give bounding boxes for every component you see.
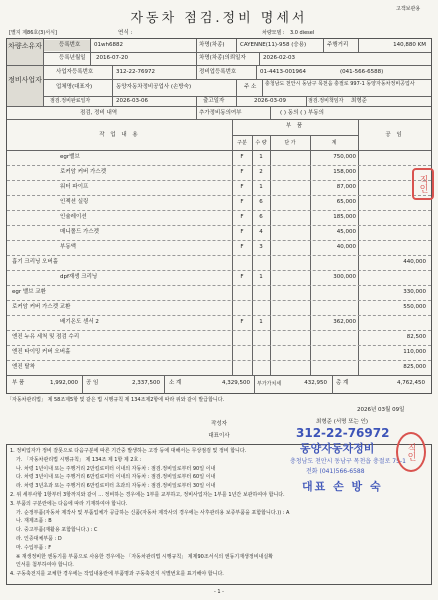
item-qty: 6 xyxy=(259,199,263,205)
note-line: 마. 수입부품 : F xyxy=(16,544,52,551)
stamp-name: 동양자동차정비 xyxy=(300,442,375,455)
engine-label: 차량모델 : xyxy=(262,30,285,36)
item-total: 300,000 xyxy=(333,274,356,280)
item-qty: 4 xyxy=(259,229,263,235)
model-label: 차명(차종) xyxy=(199,42,225,48)
request-date: 2026-02-03 xyxy=(263,55,295,61)
signature-label: 최형준 (서명 또는 인) xyxy=(316,419,369,425)
tech-name: 최형준 xyxy=(351,98,367,104)
grand-total: 4,762,450 xyxy=(397,380,425,386)
shop-reg-label: 정비업등록번호 xyxy=(199,69,237,75)
item-qty: 1 xyxy=(259,319,263,325)
biz-no-label: 사업자등록번호 xyxy=(56,69,94,75)
vat-label: 부가가치세 xyxy=(257,381,282,387)
item-labor: 82,500 xyxy=(406,334,426,340)
stamp-address: 충청남도 천안시 동남구 목천읍 충절로 75-1 xyxy=(290,458,406,465)
note-line: 라. 인증대체부품 : D xyxy=(16,536,62,542)
mileage: 140,880 KM xyxy=(393,42,426,48)
item-labor: 550,000 xyxy=(403,304,426,310)
document-title: 자동차 점검.정비 명세서 xyxy=(130,11,308,26)
note-line: 나. 재제조품 : B xyxy=(16,518,52,525)
item-total: 158,000 xyxy=(333,169,356,175)
note-line: 1. 정비업자가 정비 잘못으로 다음구분에 따른 기간중 발생하는 고장 등에 대해서는 무상점검 및 정비 합니다. xyxy=(10,448,247,454)
parts-total: 1,992,000 xyxy=(50,380,78,386)
complete-date-label: 점검.정비완료일자 xyxy=(50,98,91,104)
reg-date-label: 등록년월일 xyxy=(59,55,86,61)
note-line: 4. 구동축전지를 교체한 경우에는 작업내용란에 부품명과 구동축전지 식별번호를 표기해야 합니다. xyxy=(10,571,224,578)
row-divider xyxy=(7,345,431,346)
row-divider xyxy=(7,210,431,211)
item-labor: 440,000 xyxy=(403,259,426,265)
item-name: 엔진 누유 세척 및 점검 수리 xyxy=(12,334,80,340)
shop-phone: (041-566-6588) xyxy=(340,69,384,75)
note-line: ※ 재생정비한 엔동기를 부품으로 사용한 경우에는 「자동차관리법 시행규칙」 제제90조서식의 엔동기재생정비내실확 xyxy=(16,553,274,560)
item-total: 750,000 xyxy=(333,154,356,160)
item-name: 인슐레이션 xyxy=(60,214,87,220)
model: CAYENNE(11)-958 (승용) xyxy=(240,42,307,48)
note-line: 인서를 첨부하여야 합니다. xyxy=(16,562,74,569)
seal-stamp-lower: 직인 xyxy=(396,432,426,472)
item-kind: F xyxy=(240,214,244,220)
reg-no: 01wh6882 xyxy=(94,42,123,48)
stamp-phone: 전화 (041)566-6588 xyxy=(306,468,365,475)
subcol-price: 단 가 xyxy=(284,140,296,146)
row-divider xyxy=(7,330,431,331)
work-row-mid: 추가정비동의여부 xyxy=(199,110,242,116)
shop-reg: 01-4413-001964 xyxy=(260,69,306,75)
item-labor: 825,000 xyxy=(403,364,426,370)
reg-date: 2016-07-20 xyxy=(96,55,128,61)
item-qty: 3 xyxy=(259,244,263,250)
item-name: egr 밸브 교환 xyxy=(12,289,46,295)
col-work: 작 업 내 용 xyxy=(99,132,140,138)
row-divider xyxy=(7,240,431,241)
item-total: 40,000 xyxy=(336,244,356,250)
reg-no-label: 등록번호 xyxy=(59,42,81,48)
item-name: 엔진 탈착 xyxy=(12,364,36,370)
row-divider xyxy=(7,300,431,301)
address-label: 주 소 xyxy=(244,84,257,90)
item-qty: 1 xyxy=(259,184,263,190)
item-name: 로커암 커버 가스켓 xyxy=(60,169,107,175)
note-line: 가. 순정부품(자동차 제작사 및 부품업체가 공급하는 신품(자동차 제작사의 경우에는 사후관리용 보증부품을 포함합니다.)) : A xyxy=(16,509,290,516)
serial-label: 연식 : xyxy=(118,30,133,36)
item-name: 흡기 크리닝 오버홀 xyxy=(12,259,59,265)
complete-date: 2026-03-06 xyxy=(116,98,148,104)
shop-name-label: 업체명(대표자) xyxy=(56,84,93,90)
parts-total-label: 부 품 xyxy=(12,380,25,386)
item-name: 매니폴드 가스켓 xyxy=(60,229,99,235)
out-date-label: 출고일자 xyxy=(203,98,225,104)
item-kind: F xyxy=(240,169,244,175)
subtotal-label: 소 계 xyxy=(169,380,182,386)
seal-stamp-upper: 직인 xyxy=(412,168,434,200)
page-number: - 1 - xyxy=(214,589,224,595)
note-line: 2. 위 세부사항 1항부터 3항까지와 같이 ... 정비하는 경우에는 1부를 교부하고, 정비사업자는 1부를 1년간 보관하여야 합니다. xyxy=(10,492,285,498)
row-divider xyxy=(7,195,431,196)
consent-options: ( ) 동의 ( ) 부동의 xyxy=(280,110,324,116)
labor-total: 2,337,500 xyxy=(132,380,160,386)
corner-note: 고객보관용 xyxy=(396,6,421,12)
note-line: 라. 차령 3년초과 또는 주행거리 6만킬로미터 초과의 자동차 : 점검.정비일로부터 30일 이내 xyxy=(16,483,216,490)
subcol-total: 계 xyxy=(331,140,337,146)
note-line: 3. 부품의 구분란에는 다음에 따라 기재하여야 합니다. xyxy=(10,500,128,507)
row-divider xyxy=(7,165,431,166)
note-line: 나. 차령 1년이내 또는 주행거리 2만킬로미터 이내의 자동차 : 점검.정비일로부터 90일 이내 xyxy=(16,465,216,472)
grand-total-label: 총 계 xyxy=(336,380,349,386)
stamp-owner: 대표 손 방 숙 xyxy=(302,480,383,493)
owner-section-label: 차량소유자 xyxy=(8,42,42,50)
labor-total-label: 공 임 xyxy=(86,380,99,386)
issue-date: 2026년 03월 09일 xyxy=(357,407,405,413)
mileage-label: 주행거리 xyxy=(327,42,349,48)
row-divider xyxy=(7,180,431,181)
item-name: 인젝션 실링 xyxy=(60,199,89,205)
note-line: 다. 중고부품(재활용 포함합니다.) : C xyxy=(16,527,98,534)
request-date-label: 차명(차종)의뢰일자 xyxy=(199,55,246,61)
stamp-biz-no: 312-22-76972 xyxy=(296,426,390,440)
tech-label: 점검.정비책임자 xyxy=(308,98,344,104)
item-total: 87,000 xyxy=(336,184,356,190)
col-parts: 부 품 xyxy=(285,123,305,129)
item-kind: F xyxy=(240,229,244,235)
item-qty: 6 xyxy=(259,214,263,220)
item-name: 부동액 xyxy=(60,244,76,250)
author-label: 작성자 xyxy=(211,421,227,427)
item-kind: F xyxy=(240,184,244,190)
subtotal: 4,329,500 xyxy=(222,380,250,386)
item-kind: F xyxy=(240,154,244,160)
shop-name: 동양자동차정비공업사 (손방숙) xyxy=(116,84,192,90)
item-total: 45,000 xyxy=(336,229,356,235)
item-name: egr밸브 xyxy=(60,154,80,160)
item-qty: 1 xyxy=(259,154,263,160)
col-labor: 공 임 xyxy=(385,132,404,138)
subcol-qty: 수 량 xyxy=(255,140,267,146)
row-divider xyxy=(7,225,431,226)
item-kind: F xyxy=(240,244,244,250)
item-labor: 330,000 xyxy=(403,289,426,295)
row-divider xyxy=(7,360,431,361)
item-kind: F xyxy=(240,199,244,205)
engine-value: 3.0 diesel xyxy=(290,30,315,36)
subcol-kind: 구분 xyxy=(237,140,247,146)
item-name: dpf재생 크리닝 xyxy=(60,274,98,280)
item-name: 배기온도 센서 2 xyxy=(60,319,99,325)
row-divider xyxy=(7,285,431,286)
note-line: 가. 「자동차관리법 시행규칙」 제 134조 제 1항 제 2호 : xyxy=(16,456,142,463)
item-name: 로커암 커버 가스켓 교환 xyxy=(12,304,71,310)
item-name: 워터 파이프 xyxy=(60,184,89,190)
item-qty: 2 xyxy=(259,169,263,175)
legal-text: 「자동차관리법」 제 58조제5항 및 같은 법 시행규칙 제 134조제2항에 따라 위와 같이 발급합니다. xyxy=(7,397,225,403)
item-kind: F xyxy=(240,274,244,280)
out-date: 2026-03-09 xyxy=(254,98,286,104)
item-total: 185,000 xyxy=(333,214,356,220)
item-labor: 110,000 xyxy=(403,349,426,355)
ceo-label: 대표이사 xyxy=(208,433,230,439)
row-divider xyxy=(7,270,431,271)
item-total: 362,000 xyxy=(333,319,356,325)
note-line: 다. 차령 3년이내 또는 주행거리 6만킬로미터 이내의 자동차 : 점검.정비일로부터 60일 이내 xyxy=(16,474,216,481)
shop-address: 충청남도 천안시 동남구 목천읍 충절로 997-1 동양자동차정비공업사 xyxy=(265,81,415,87)
shop-section-label: 정비사업자 xyxy=(8,76,42,84)
item-kind: F xyxy=(240,319,244,325)
vat: 432,950 xyxy=(304,380,327,386)
row-divider xyxy=(7,255,431,256)
row-divider xyxy=(7,315,431,316)
biz-no: 312-22-76972 xyxy=(116,69,155,75)
form-id: [별지 제86호(3)서식] xyxy=(9,30,57,36)
work-row-left: 점검, 정비 내역 xyxy=(80,110,118,116)
item-name: 엔진 타이밍 커버 오버홀 xyxy=(12,349,71,355)
item-qty: 1 xyxy=(259,274,263,280)
item-total: 65,000 xyxy=(336,199,356,205)
